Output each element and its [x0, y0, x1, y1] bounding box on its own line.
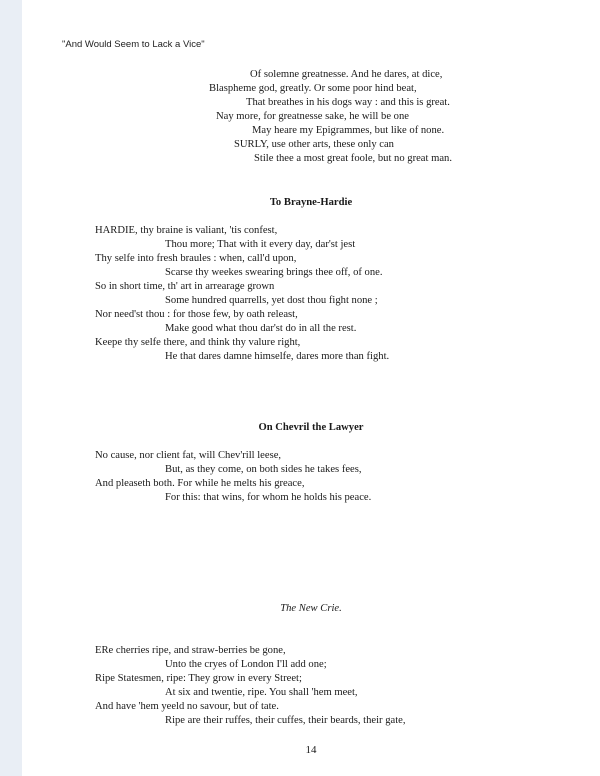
poem3-line-6: Ripe are their ruffes, their cuffes, their beards, their gate, [165, 715, 406, 726]
poem1-line-6: Some hundred quarrells, yet dost thou fight none ; [165, 295, 378, 306]
poem3-line-2: Unto the cryes of London I'll add one; [165, 659, 327, 670]
opening-line-6: SURLY, use other arts, these only can [234, 139, 394, 150]
poem3-line-5: And have 'hem yeeld no savour, but of tate. [95, 701, 279, 712]
opening-line-2: Blaspheme god, greatly. Or some poor hind beat, [209, 83, 417, 94]
poem2-line-3: And pleaseth both. For while he melts his greace, [95, 478, 305, 489]
poem-title-chevril-lawyer: On Chevril the Lawyer [258, 422, 364, 433]
poem-title-brayne-hardie: To Brayne-Hardie [269, 197, 353, 208]
poem3-line-4: At six and twentie, ripe. You shall 'hem meet, [165, 687, 358, 698]
poem1-line-3: Thy selfe into fresh braules : when, call'd upon, [95, 253, 297, 264]
poem2-line-2: But, as they come, on both sides he takes fees, [165, 464, 362, 475]
opening-line-7: Stile thee a most great foole, but no great man. [254, 153, 452, 164]
opening-line-4: Nay more, for greatnesse sake, he will be one [216, 111, 409, 122]
document-page [22, 0, 600, 776]
poem1-line-9: Keepe thy selfe there, and think thy valure right, [95, 337, 301, 348]
page-number: 14 [305, 744, 317, 756]
opening-line-3: That breathes in his dogs way : and this is great. [246, 97, 450, 108]
poem1-line-1: HARDIE, thy braine is valiant, 'tis confest, [95, 225, 278, 236]
poem1-line-5: So in short time, th' art in arrearage grown [95, 281, 275, 292]
poem3-line-3: Ripe Statesmen, ripe: They grow in every Street; [95, 673, 302, 684]
opening-line-5: May heare my Epigrammes, but like of none. [252, 125, 445, 136]
poem2-line-1: No cause, nor client fat, will Chev'rill leese, [95, 450, 282, 461]
opening-line-1: Of solemne greatnesse. And he dares, at dice, [250, 69, 443, 80]
poem-title-new-crie: The New Crie. [280, 603, 342, 614]
poem1-line-7: Nor need'st thou : for those few, by oath releast, [95, 309, 298, 320]
left-margin-strip [0, 0, 22, 776]
poem1-line-8: Make good what thou dar'st do in all the rest. [165, 323, 357, 334]
poem3-line-1: ERe cherries ripe, and straw-berries be gone, [95, 645, 286, 656]
running-head: "And Would Seem to Lack a Vice" [62, 39, 205, 50]
poem1-line-2: Thou more; That with it every day, dar'st jest [165, 239, 356, 250]
poem1-line-10: He that dares damne himselfe, dares more than fight. [165, 351, 390, 362]
poem2-line-4: For this: that wins, for whom he holds his peace. [165, 492, 372, 503]
poem1-line-4: Scarse thy weekes swearing brings thee off, of one. [165, 267, 383, 278]
